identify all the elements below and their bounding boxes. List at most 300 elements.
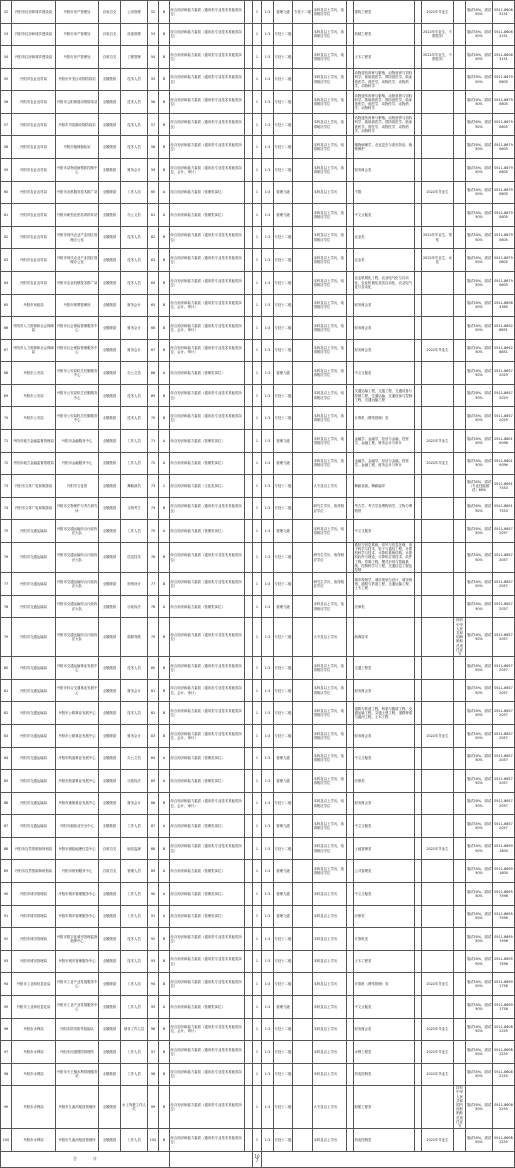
cell-funding-type: 全额拨款 [99, 317, 121, 340]
cell-blank-col [245, 770, 253, 793]
cell-position-code: 70 [148, 407, 159, 430]
cell-row-number: 64 [1, 271, 12, 294]
cell-education: 本科及以上学历 [313, 905, 347, 928]
cell-funding-type: 全额拨款 [99, 384, 121, 407]
table-row [1, 271, 515, 294]
cell-recruit-count: 1 [253, 294, 262, 317]
cell-contact-phone: 0511-88010096 [493, 429, 515, 452]
cell-position-code: 94 [148, 973, 159, 996]
cell-contact-phone: 0511-86572029 [493, 362, 515, 385]
cell-exam-subject: 综合知识和能力素质（通用类专业技术其他类岗位） [170, 23, 245, 46]
cell-blank-col [245, 497, 253, 520]
cell-blank-col [245, 1, 253, 24]
cell-exam-weighting: 笔试50%，面试50% [466, 497, 493, 520]
cell-exam-subject: 综合知识和能力素质（文化类岗位） [170, 475, 245, 498]
cell-position-code: 55 [148, 68, 159, 91]
cell-employer: 丹阳市数字化城市管理监督指挥中心 [56, 928, 99, 951]
cell-blank-col-3 [415, 136, 422, 159]
cell-exam-category: B [159, 497, 170, 520]
cell-employer: 丹阳市交通运输综合行政执法大队 [56, 618, 99, 657]
cell-position-name: 技术人员 [121, 928, 148, 951]
cell-note [454, 770, 466, 793]
cell-other-requirement [422, 91, 454, 114]
cell-row-number: 84 [1, 747, 12, 770]
cell-exam-subject: 综合知识和能力素质（管理类岗位） [170, 883, 245, 906]
cell-contact-phone: 0511-86082255 [493, 1063, 515, 1086]
cell-employer: 丹阳市交通运输综合行政执法大队 [56, 520, 99, 543]
cell-blank-col-3 [415, 679, 422, 702]
cell-position-name: 财务会计 [121, 159, 148, 182]
cell-contact-phone: 0511-86790805 [493, 271, 515, 294]
cell-blank-col-3 [415, 1, 422, 24]
cell-major: 交通工程类 [354, 657, 415, 680]
cell-major: 计算机（网络管理）类 [354, 407, 415, 430]
cell-funding-type: 全额拨款 [99, 497, 121, 520]
cell-contact-phone: 0511-86991800 [493, 860, 515, 883]
cell-exam-weighting: 笔试50%，面试50% [466, 429, 493, 452]
cell-interview-ratio: 1:3 [262, 159, 274, 182]
cell-education: 本科及以上学历 [313, 1041, 347, 1064]
cell-position-level-2 [293, 883, 313, 906]
cell-position-level-2 [293, 520, 313, 543]
cell-blank-col-2 [347, 747, 354, 770]
cell-position-level-2 [293, 542, 313, 572]
cell-interview-ratio: 1:3 [262, 995, 274, 1018]
cell-interview-ratio: 1:3 [262, 452, 274, 475]
cell-position-name: 公房管理 [121, 1, 148, 24]
cell-funding-type: 全额拨款 [99, 159, 121, 182]
cell-education: 本科及以上学历，取得相应学位 [313, 1, 347, 24]
cell-row-number: 63 [1, 249, 12, 272]
cell-employer: 丹阳市规划服务中心 [56, 860, 99, 883]
cell-education: 本科及以上学历 [313, 1063, 347, 1086]
cell-blank-col-3 [415, 294, 422, 317]
cell-blank-col [245, 973, 253, 996]
cell-funding-type: 全额拨款 [99, 68, 121, 91]
cell-exam-category: B [159, 159, 170, 182]
table-row [1, 973, 515, 996]
cell-note [454, 452, 466, 475]
cell-note [454, 68, 466, 91]
cell-position-code: 79 [148, 618, 159, 657]
cell-department: 丹阳市交通运输局 [12, 770, 56, 793]
cell-exam-category: B [159, 226, 170, 249]
table-row [1, 113, 515, 136]
cell-exam-category: B [159, 573, 170, 596]
cell-education: 本科及以上学历，取得相应学位 [313, 384, 347, 407]
cell-exam-category: B [159, 271, 170, 294]
cell-row-number: 68 [1, 362, 12, 385]
cell-funding-type: 全额拨款 [99, 928, 121, 951]
cell-exam-category: A [159, 429, 170, 452]
cell-row-number: 82 [1, 702, 12, 725]
cell-funding-type: 全额拨款 [99, 1018, 121, 1041]
cell-blank-col-2 [347, 950, 354, 973]
cell-exam-category: B [159, 725, 170, 748]
cell-funding-type: 全额拨款 [99, 995, 121, 1018]
cell-position-level-2 [293, 792, 313, 815]
cell-position-level-2 [293, 249, 313, 272]
cell-blank-col [245, 317, 253, 340]
cell-contact-phone: 0511-88010096 [493, 452, 515, 475]
total-label-ji: 计 [93, 1156, 97, 1162]
cell-interview-ratio: 1:3 [262, 883, 274, 906]
cell-exam-subject: 综合知识和能力素质（通用类专业技术其他类岗位，会计、审计） [170, 725, 245, 748]
cell-position-code: 95 [148, 995, 159, 1018]
cell-position-level-2 [293, 181, 313, 204]
cell-blank-col-3 [415, 362, 422, 385]
cell-recruit-count: 1 [253, 339, 262, 362]
cell-funding-type: 全额拨款 [99, 362, 121, 385]
cell-department: 丹阳市人力资源和社会保障局 [12, 339, 56, 362]
table-row [1, 1041, 515, 1064]
cell-department: 丹阳市交通运输局 [12, 595, 56, 618]
cell-exam-category: B [159, 1086, 170, 1129]
cell-blank-col-2 [347, 657, 354, 680]
cell-position-name: 地信监测 [121, 837, 148, 860]
cell-education: 本科及以上学历，取得相应学位 [313, 837, 347, 860]
cell-exam-weighting: 笔试50%，面试50% [466, 249, 493, 272]
cell-position-code: 63 [148, 249, 159, 272]
cell-position-code: 57 [148, 113, 159, 136]
cell-position-level: 管理九级 [274, 204, 293, 227]
cell-interview-ratio: 1:3 [262, 113, 274, 136]
cell-position-level: 专技十二级 [274, 68, 293, 91]
cell-interview-ratio: 1:3 [262, 792, 274, 815]
cell-exam-subject: 综合知识和能力素质（管理类岗位） [170, 595, 245, 618]
table-row [1, 452, 515, 475]
cell-department: 丹阳市民政局 [12, 294, 56, 317]
cell-position-name: 财务会计 [121, 792, 148, 815]
cell-exam-subject: 综合知识和能力素质（通用类专业技术其他类岗位） [170, 657, 245, 680]
table-row [1, 23, 515, 46]
cell-blank-col-2 [347, 679, 354, 702]
cell-recruit-count: 1 [253, 452, 262, 475]
table-row [1, 497, 515, 520]
cell-exam-category: B [159, 928, 170, 951]
table-row [1, 159, 515, 182]
cell-exam-subject: 综合知识和能力素质（通用类专业技术其他类岗位） [170, 928, 245, 951]
cell-education: 本科及以上学历，取得相应学位 [313, 860, 347, 883]
cell-note [454, 317, 466, 340]
cell-recruit-count: 1 [253, 475, 262, 498]
cell-employer: 丹阳市金融服务中心 [56, 452, 99, 475]
cell-other-requirement [422, 618, 454, 657]
cell-row-number: 97 [1, 1041, 12, 1064]
cell-recruit-count: 1 [253, 1, 262, 24]
cell-note [454, 91, 466, 114]
cell-position-code: 71 [148, 429, 159, 452]
cell-exam-category: B [159, 1129, 170, 1152]
cell-funding-type: 全额拨款 [99, 136, 121, 159]
cell-blank-col-3 [415, 475, 422, 498]
cell-employer: 丹阳市社会保险管理服务中心 [56, 339, 99, 362]
cell-position-code: 92 [148, 928, 159, 951]
cell-recruit-count: 1 [253, 362, 262, 385]
cell-exam-weighting: 笔试50%，面试50% [466, 725, 493, 748]
cell-exam-category: B [159, 294, 170, 317]
cell-interview-ratio: 1:3 [262, 747, 274, 770]
cell-blank-col-3 [415, 452, 422, 475]
cell-department: 丹阳市自然资源和规划局 [12, 860, 56, 883]
cell-blank-col-3 [415, 883, 422, 906]
cell-exam-weighting: 笔试50%，面试50% [466, 317, 493, 340]
cell-position-level: 专技十二级 [274, 159, 293, 182]
cell-blank-col [245, 520, 253, 543]
cell-position-level: 管理九级 [274, 181, 293, 204]
cell-interview-ratio: 1:3 [262, 362, 274, 385]
cell-blank-col-3 [415, 1041, 422, 1064]
cell-blank-col-3 [415, 317, 422, 340]
cell-education: 本科及以上学历，取得相应学位 [313, 68, 347, 91]
cell-major: 土木工程类 [354, 46, 415, 69]
cell-row-number: 93 [1, 950, 12, 973]
cell-other-requirement: 2022年毕业生 [422, 725, 454, 748]
cell-education: 本科及以上学历，取得相应学位 [313, 595, 347, 618]
cell-row-number: 59 [1, 159, 12, 182]
cell-interview-ratio: 1:3 [262, 1086, 274, 1129]
cell-blank-col-2 [347, 1, 354, 24]
cell-note [454, 1, 466, 24]
cell-major: 中文文秘类 [354, 883, 415, 906]
cell-employer: 丹阳市金融服务中心 [56, 429, 99, 452]
cell-other-requirement [422, 883, 454, 906]
cell-position-level-2 [293, 452, 313, 475]
cell-contact-phone: 0511-86957596 [493, 905, 515, 928]
cell-exam-category: B [159, 702, 170, 725]
cell-blank-col [245, 407, 253, 430]
cell-blank-col [245, 595, 253, 618]
cell-blank-col-3 [415, 159, 422, 182]
cell-position-name: 技术人员 [121, 950, 148, 973]
cell-position-name: 技术人员 [121, 136, 148, 159]
cell-interview-ratio: 1:3 [262, 407, 274, 430]
cell-blank-col-2 [347, 792, 354, 815]
cell-funding-type: 全额拨款 [99, 1063, 121, 1086]
cell-interview-ratio: 1:3 [262, 91, 274, 114]
cell-blank-col-3 [415, 113, 422, 136]
cell-funding-type: 自收自支 [99, 23, 121, 46]
cell-blank-col-2 [347, 407, 354, 430]
cell-recruit-count: 1 [253, 1086, 262, 1129]
cell-interview-ratio: 1:3 [262, 520, 274, 543]
cell-employer: 丹阳市城市管理服务中心 [56, 883, 99, 906]
cell-education: 本科及以上学历，取得相应学位 [313, 339, 347, 362]
cell-position-code: 54 [148, 46, 159, 69]
cell-exam-weighting: 笔试50%，面试50% [466, 883, 493, 906]
table-row [1, 702, 515, 725]
cell-education: 本科及以上学历 [313, 973, 347, 996]
cell-exam-weighting: 笔试50%，面试50% [466, 1, 493, 24]
cell-note: 持有中华人民共和国海船船员适任证书 [454, 618, 466, 657]
cell-blank-col [245, 860, 253, 883]
cell-exam-category: B [159, 679, 170, 702]
cell-blank-col-3 [415, 747, 422, 770]
cell-exam-weighting: 笔试50%，面试50% [466, 595, 493, 618]
cell-note [454, 573, 466, 596]
cell-blank-col-2 [347, 573, 354, 596]
total-count: 107 [253, 1151, 262, 1167]
cell-contact-phone: 0511-86790805 [493, 113, 515, 136]
cell-note [454, 204, 466, 227]
cell-exam-category: B [159, 973, 170, 996]
cell-blank-col-2 [347, 249, 354, 272]
cell-exam-weighting: 笔试50%，面试50% [466, 181, 493, 204]
cell-education: 本科及以上学历，取得相应学位 [313, 770, 347, 793]
cell-department: 丹阳市水利局 [12, 1018, 56, 1041]
cell-exam-weighting: 笔试50%，面试50% [466, 159, 493, 182]
cell-interview-ratio: 1:3 [262, 928, 274, 951]
cell-employer: 丹阳市测绘地理信息中心 [56, 837, 99, 860]
cell-blank-col-2 [347, 995, 354, 1018]
cell-row-number: 74 [1, 497, 12, 520]
cell-department: 丹阳市农业农村局 [12, 136, 56, 159]
cell-exam-weighting: 笔试50%，面试50% [466, 226, 493, 249]
cell-position-name: 行政执法 [121, 770, 148, 793]
cell-position-name: 工作人员 [121, 1041, 148, 1064]
cell-employer: 丹阳市司徒镇动物防疫站 [56, 113, 99, 136]
cell-position-code: 97 [148, 1041, 159, 1064]
cell-blank-col-3 [415, 618, 422, 657]
cell-blank-col [245, 23, 253, 46]
cell-exam-category: B [159, 317, 170, 340]
cell-note [454, 950, 466, 973]
cell-funding-type: 全额拨款 [99, 702, 121, 725]
cell-position-name: 财务会计 [121, 317, 148, 340]
cell-funding-type: 全额拨款 [99, 271, 121, 294]
cell-position-name: 办公文员 [121, 747, 148, 770]
cell-education: 本科及以上学历，取得相应学位 [313, 815, 347, 838]
cell-education: 本科及以上学历，取得相应学位 [313, 407, 347, 430]
cell-contact-phone: 0511-86572057 [493, 679, 515, 702]
table-row [1, 950, 515, 973]
cell-employer: 丹阳市航道事业发展中心 [56, 747, 99, 770]
cell-blank-col-2 [347, 46, 354, 69]
cell-department: 丹阳市工业和信息化局 [12, 973, 56, 996]
cell-major: 中文文秘类 [354, 204, 415, 227]
total-row [1, 1151, 515, 1167]
cell-exam-category: B [159, 68, 170, 91]
cell-position-code: 90 [148, 883, 159, 906]
cell-note [454, 702, 466, 725]
cell-blank-col-3 [415, 573, 422, 596]
cell-blank-col [245, 362, 253, 385]
table-row [1, 226, 515, 249]
cell-employer: 丹阳市城市管理服务中心 [56, 905, 99, 928]
cell-funding-type: 全额拨款 [99, 657, 121, 680]
cell-position-name: 船舶驾驶 [121, 618, 148, 657]
cell-blank-col-2 [347, 815, 354, 838]
cell-exam-subject: 综合知识和能力素质（管理类岗位） [170, 181, 245, 204]
cell-department: 丹阳市文体广电和旅游局 [12, 475, 56, 498]
cell-exam-subject: 综合知识和能力素质（管理类岗位） [170, 747, 245, 770]
cell-row-number: 96 [1, 1018, 12, 1041]
table-row [1, 815, 515, 838]
cell-position-name: 办公文员 [121, 204, 148, 227]
cell-position-level: 专技十二级 [274, 339, 293, 362]
cell-exam-subject: 综合知识和能力素质（通用类专业技术其他类岗位） [170, 1041, 245, 1064]
cell-blank-col-3 [415, 1129, 422, 1152]
cell-recruit-count: 1 [253, 725, 262, 748]
cell-row-number: 86 [1, 792, 12, 815]
cell-major: 城乡规划学，城市规划与设计，城市规划，道路与铁道工程，交通运输工程，土木工程 [354, 573, 415, 596]
cell-position-level: 专技十二级 [274, 950, 293, 973]
cell-funding-type: 全额拨款 [99, 792, 121, 815]
cell-employer: 丹阳市文化馆 [56, 475, 99, 498]
cell-note [454, 928, 466, 951]
cell-interview-ratio: 1:3 [262, 181, 274, 204]
cell-exam-category: A [159, 520, 170, 543]
total-label-cell [1, 1151, 170, 1167]
cell-department: 丹阳市人力资源和社会保障局 [12, 317, 56, 340]
cell-recruit-count: 1 [253, 747, 262, 770]
cell-position-name: 办公文员 [121, 362, 148, 385]
cell-exam-category: A [159, 747, 170, 770]
cell-row-number: 56 [1, 91, 12, 114]
cell-note [454, 339, 466, 362]
cell-exam-weighting: 笔试50%，面试50% [466, 520, 493, 543]
cell-interview-ratio: 1:3 [262, 204, 274, 227]
table-row [1, 657, 515, 680]
cell-position-level: 专技十二级 [274, 928, 293, 951]
cell-blank-col-2 [347, 860, 354, 883]
cell-exam-weighting: 笔试50%，面试50% [466, 657, 493, 680]
cell-major: 法律类 [354, 595, 415, 618]
cell-position-name: 工作人员 [121, 181, 148, 204]
cell-other-requirement [422, 542, 454, 572]
cell-exam-subject: 综合知识和能力素质（通用类专业技术其他类岗位，会计、审计） [170, 317, 245, 340]
cell-blank-col-3 [415, 384, 422, 407]
cell-blank-col-3 [415, 702, 422, 725]
cell-position-code: 85 [148, 770, 159, 793]
cell-contact-phone: 0511-86957596 [493, 928, 515, 951]
cell-position-level-2 [293, 159, 313, 182]
cell-position-level-2 [293, 136, 313, 159]
cell-department: 丹阳市交通运输局 [12, 792, 56, 815]
cell-note [454, 1129, 466, 1152]
cell-department: 丹阳市农业农村局 [12, 91, 56, 114]
cell-education: 本科及以上学历 [313, 181, 347, 204]
cell-education: 本科及以上学历 [313, 1129, 347, 1152]
cell-other-requirement [422, 950, 454, 973]
table-row [1, 595, 515, 618]
cell-employer: 丹阳市港航事业发展中心 [56, 792, 99, 815]
table-row [1, 905, 515, 928]
cell-other-requirement: 2022年毕业生 [422, 181, 454, 204]
cell-row-number: 55 [1, 68, 12, 91]
cell-position-level: 专技十二级 [274, 497, 293, 520]
cell-exam-weighting: 笔试50%，面试50% [466, 1086, 493, 1129]
cell-position-level-2 [293, 294, 313, 317]
cell-position-name: 技术人员 [121, 407, 148, 430]
cell-position-level: 管理九级 [274, 747, 293, 770]
cell-position-name: 信息技术 [121, 542, 148, 572]
cell-department: 丹阳市农业农村局 [12, 159, 56, 182]
cell-blank-col-3 [415, 973, 422, 996]
cell-row-number: 83 [1, 725, 12, 748]
cell-position-level: 管理九级 [274, 770, 293, 793]
cell-education: 本科及以上学历，取得相应学位 [313, 657, 347, 680]
cell-position-level: 专技十二级 [274, 1086, 293, 1129]
cell-funding-type: 自收自支 [99, 837, 121, 860]
cell-position-level: 管理九级 [274, 452, 293, 475]
cell-position-level: 专技十二级 [274, 725, 293, 748]
cell-other-requirement [422, 113, 454, 136]
cell-position-code: 59 [148, 159, 159, 182]
cell-blank-col-3 [415, 542, 422, 572]
cell-blank-col-2 [347, 91, 354, 114]
cell-exam-category: B [159, 46, 170, 69]
